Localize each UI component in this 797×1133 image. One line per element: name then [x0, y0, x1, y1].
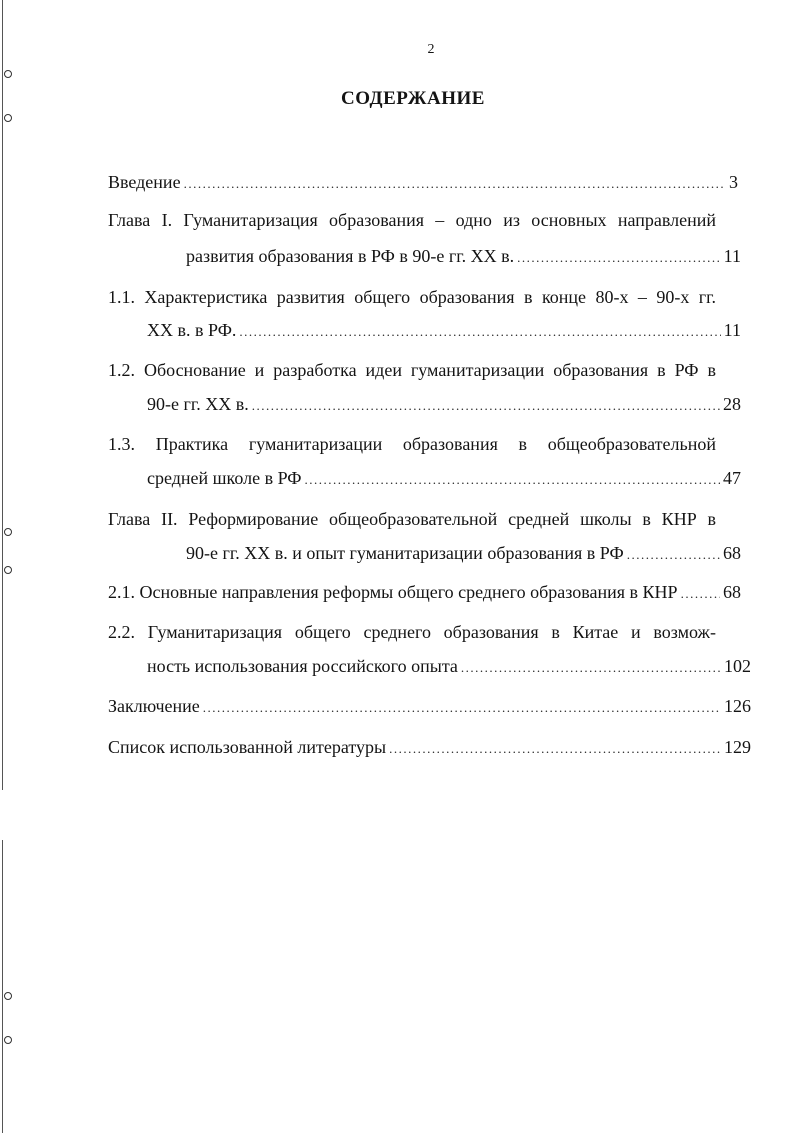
page-title: СОДЕРЖАНИЕ [341, 88, 485, 109]
toc-entry-chapter-1[interactable] [108, 208, 716, 232]
toc-entry-page: 11 [723, 246, 741, 266]
toc-entry-page: 68 [723, 543, 741, 563]
toc-entry-section-2-1[interactable] [108, 580, 741, 604]
toc-entry-page: 47 [723, 468, 741, 488]
dot-leader [184, 172, 726, 196]
toc-entry-title: 1.2. Обоснование и разработка идеи гуманитаризации образования в РФ в [108, 360, 716, 380]
dot-leader [252, 394, 720, 418]
dot-leader [627, 543, 720, 567]
dot-leader [681, 582, 720, 606]
toc-entry-page: 102 [724, 656, 751, 676]
toc-entry-title: Глава I. Гуманитаризация образования – одно из основных направлений [108, 210, 716, 230]
toc-entry-title: Заключение [108, 696, 200, 716]
toc-entry-page: 129 [724, 737, 751, 757]
toc-entry-title-cont: 90-е гг. ХХ в. [147, 394, 249, 414]
toc-entry-section-1-2[interactable] [108, 358, 716, 382]
toc-entry-page: 68 [723, 582, 741, 602]
toc-entry-section-1-1[interactable] [108, 285, 716, 309]
toc-entry-title-cont: развития образования в РФ в 90-е гг. ХХ в. [186, 246, 515, 266]
toc-entry-title-cont: 90-е гг. ХХ в. и опыт гуманитаризации образования в РФ [186, 543, 624, 563]
dot-leader [239, 320, 720, 344]
toc-entry-title: 1.3. Практика гуманитаризации образования в общеобразовательной [108, 434, 716, 454]
toc-entry-section-1-2-cont[interactable] [147, 392, 741, 416]
toc-entry-title: 2.2. Гуманитаризация общего среднего образования в Китае и возмож- [108, 622, 716, 642]
toc-entry-title: Список использованной литературы [108, 737, 387, 757]
toc-entry-chapter-1-cont[interactable] [186, 244, 741, 268]
toc-entry-page: 11 [723, 320, 741, 340]
toc-entry-section-2-2[interactable] [108, 620, 716, 644]
toc-entry-title-cont: ность использования российского опыта [147, 656, 458, 676]
toc-entry-conclusion[interactable] [108, 694, 751, 718]
toc-entry-page: 3 [729, 172, 738, 192]
dot-leader [305, 468, 720, 492]
toc-entry-page: 28 [723, 394, 741, 414]
toc-entry-title-cont: ХХ в. в РФ. [147, 320, 237, 340]
toc-entry-chapter-2[interactable] [108, 507, 716, 531]
toc-entry-chapter-2-cont[interactable] [186, 541, 741, 565]
toc-entry-title: 2.1. Основные направления реформы общего среднего образования в КНР [108, 582, 678, 602]
toc-entry-section-1-1-cont[interactable] [147, 318, 741, 342]
toc-entry-title: Глава II. Реформирование общеобразовательной средней школы в КНР в [108, 509, 716, 529]
toc-entry-bibliography[interactable] [108, 735, 751, 759]
page-number: 2 [427, 42, 435, 57]
dot-leader [517, 246, 721, 270]
toc-entry-title: 1.1. Характеристика развития общего образования в конце 80-х – 90-х гг. [108, 287, 716, 307]
toc-entry-section-1-3-cont[interactable] [147, 466, 741, 490]
toc-entry-section-2-2-cont[interactable] [147, 654, 751, 678]
toc-entry-section-1-3[interactable] [108, 432, 716, 456]
toc-entry-title-cont: средней школе в РФ [147, 468, 302, 488]
dot-leader [389, 737, 721, 761]
toc-entry-page: 126 [724, 696, 751, 716]
dot-leader [203, 696, 721, 720]
toc-entry-title: Введение [108, 172, 181, 192]
dot-leader [461, 656, 721, 680]
toc-entry-introduction[interactable] [108, 170, 738, 194]
